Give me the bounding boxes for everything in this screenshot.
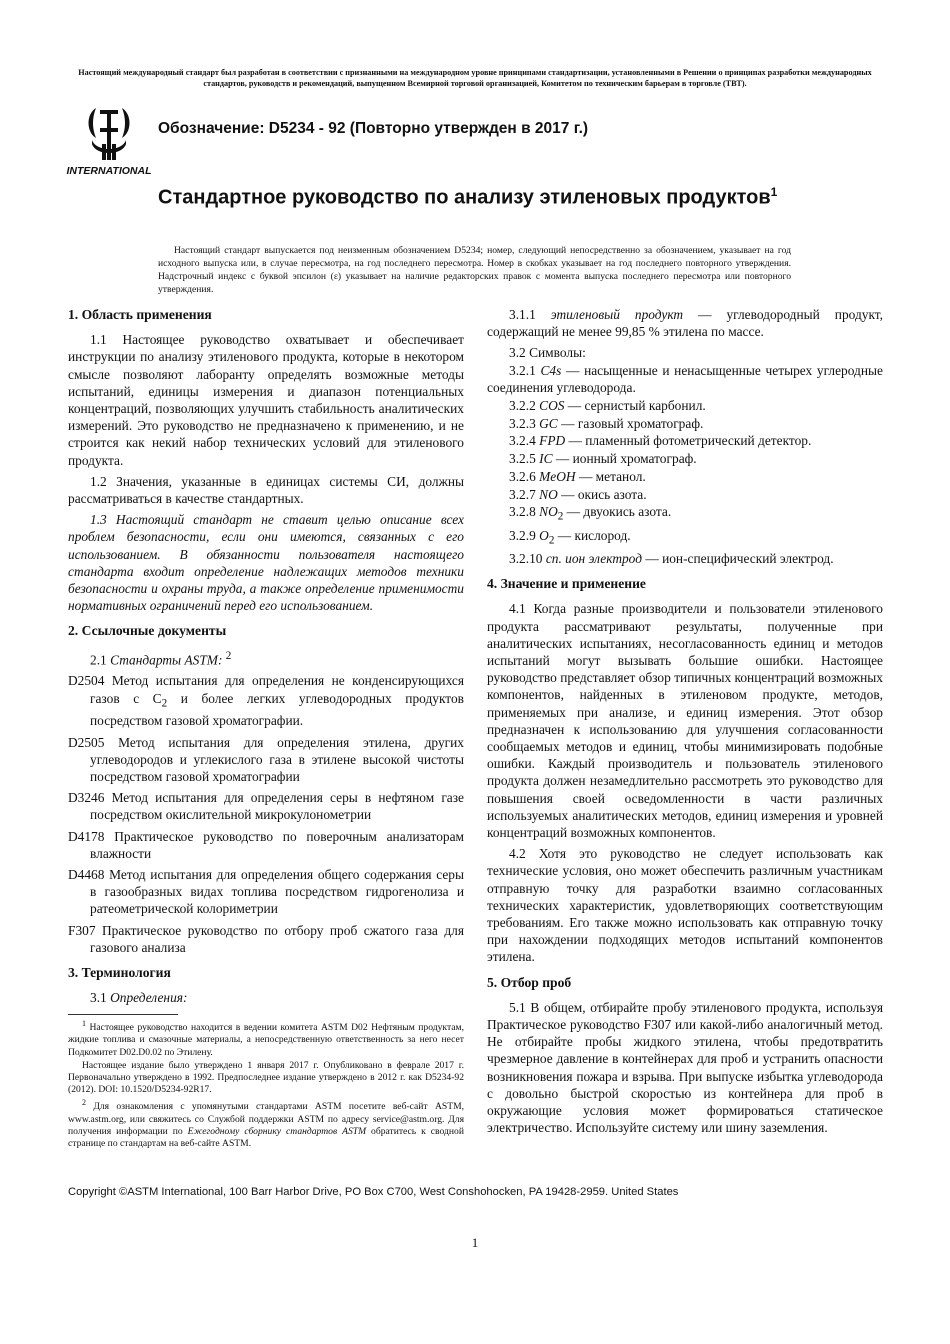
para-1-3: 1.3 Настоящий стандарт не ставит целью описание всех проблем безопасности, если они имеются, связанных с его использованием. В обязанности пользователя настоящего стандарта входит определение надлежащих методов техники безопасности и охраны труда, а также определение применимости нормативных ограничений перед его использованием.	[68, 512, 464, 614]
astm-logo	[66, 104, 152, 178]
section-5-heading: 5. Отбор проб	[487, 974, 572, 990]
section-1-heading: 1. Область применения	[68, 307, 212, 322]
symbol-list	[487, 362, 883, 567]
symbol-item: 3.2.9 $O_2$ — кислород.	[509, 527, 631, 547]
title-footnote-mark: 1	[770, 185, 778, 199]
symbol-item: 3.2.10 сп. ион электрод — ион-специфический электрод.	[509, 550, 834, 566]
section-3-heading: 3. Терминология	[68, 965, 171, 981]
symbol-item: 3.2.5 IC — ионный хроматограф.	[509, 451, 697, 467]
top-notice: Настоящий международный стандарт был разработан в соответствии с признанными на международном уровне принципами стандартизации, установленными в Решении о принципах разработки международных стандартов, руководств и рекомендаций, выпущенном Всемирной торговой организацией, Комитетом по техническим барьерам в торговле (ТВТ).	[78, 68, 872, 88]
footnote-1b: Настоящее издание было утверждено 1 января 2017 г. Опубликовано в феврале 2017 г. Первоначально утверждено в 1992. Предпоследнее издание утверждено в 2012 г. как D5234-92 (2012). DOI: 10.1520/D5234-92R17.	[68, 1059, 464, 1096]
para-3-1: 3.1 Определения:	[90, 990, 188, 1006]
para-4-1: 4.1 Когда разные производители и пользователи этиленового продукта рассматривают результаты, полученные при аналитических испытаниях, несогласованность единиц и методов испытаний могут вызывать большие ошибки. Настоящее руководство представляет обзор типичных концентраций возможных компонентов, найденных в этиленовом продукте, методов, применяемых при анализе, и единиц измерения. Этот обзор предназначен к использованию для улучшения согласованности сообщаемых методов и единиц, чтобы минимизировать подобные ошибки. Каждый производитель и пользователь этиленового продукта должен незамедлительно рассмотреть это руководство для повышения своей осведомленности в части различных используемых аналитических методов, единиц измерения и уровней концентраций возможных компонентов.	[487, 601, 883, 841]
footnotes	[68, 1018, 464, 1151]
page-number: 1	[471, 1235, 479, 1250]
reference-item: D2505 Метод испытания для определения этилена, других углеводородов и углекислого газа в этилене высокой чистоты посредством газовой хроматографии	[68, 734, 464, 785]
symbol-item: 3.2.7 NO — окись азота.	[509, 486, 647, 502]
reference-item: D3246 Метод испытания для определения серы в нефтяном газе посредством окислительной микрокулонометрии	[68, 790, 464, 823]
para-3-1-1: 3.1.1 этиленовый продукт — углеводородный продукт, содержащий не менее 99,85 % этилена по массе.	[487, 307, 883, 340]
para-1-2: 1.2 Значения, указанные в единицах системы СИ, должны рассматриваться в качестве стандартных.	[68, 473, 464, 507]
designation: Обозначение: D5234 - 92 (Повторно утвержден в 2017 г.)	[158, 120, 589, 137]
section-4-heading: 4. Значение и применение	[487, 576, 646, 592]
logo-caption: INTERNATIONAL	[66, 165, 152, 177]
symbol-item: 3.2.4 FPD — пламенный фотометрический детектор.	[509, 433, 812, 449]
para-5-1: 5.1 В общем, отбирайте пробу этиленового продукта, используя Практическое руководство F307 или какой-либо аналогичный метод. Не отбирайте пробы жидкого этилена, чтобы предотвратить чрезмерное давление в контейнерах для проб и устранить опасности возникновения пожара и взрыва. При выпуске избытка углеводорода с довольно быстрой скоростью из контейнера для проб в окружающие условия может формироваться статическое электричество. Используйте систему или шину заземления.	[487, 999, 883, 1136]
para-4-2: 4.2 Хотя это руководство не следует использовать как технические условия, оно может обеспечить различным участникам отправную точку для разработки взаимно согласованных технических характеристик, удовлетворяющих соответствующим требованиям. Его также можно использовать как отправную точку при нахождении подходящих методов испытаний компонентов этилена.	[487, 846, 883, 965]
reference-item: D4178 Практическое руководство по поверочным анализаторам влажности	[68, 828, 464, 861]
reference-item: D2504 Метод испытания для определения не конденсирующихся газов с $C_2$ и более легких углеводородных продуктов посредством газовой хроматографии.	[68, 673, 464, 729]
section-2-heading: 2. Ссылочные документы	[68, 623, 227, 639]
symbol-item: 3.2.6 MeOH — метанол.	[509, 468, 646, 484]
symbol-item: 3.2.2 COS — сернистый карбонил.	[509, 398, 706, 414]
preface: Настоящий стандарт выпускается под неизменным обозначением D5234; номер, следующий непосредственно за обозначением, указывает на год исходного выпуска или, в случае пересмотра, на год последнего пересмотра. Номер в скобках указывает на год последнего повторного утверждения. Надстрочный индекс с буквой эпсилон (ε) указывает на наличие редакторских правок с момента выпуска последнего пересмотра или повторного утверждения.	[158, 245, 791, 295]
document-title: Стандартное руководство по анализу этиленовых продуктов$^1$	[158, 185, 778, 209]
reference-item: F307 Практическое руководство по отбору проб сжатого газа для газового анализа	[68, 922, 464, 955]
symbol-item: 3.2.3 GC — газовый хроматограф.	[509, 415, 704, 431]
copyright: Copyright ©ASTM International, 100 Barr Harbor Drive, PO Box C700, West Conshohocken, PA 19428-2959. United States	[68, 1186, 679, 1198]
reference-list	[68, 672, 464, 956]
para-3-2: 3.2 Символы:	[509, 345, 586, 361]
reference-item: D4468 Метод испытания для определения общего содержания серы в газообразных видах топлива посредством гидрогенолиза и ратеометрической колориметрии	[68, 867, 464, 917]
footnote-rule	[68, 1014, 178, 1015]
symbol-item: 3.2.8 $NO_2$ — двуокись азота.	[509, 504, 672, 523]
footnote-2: $^2$ Для ознакомления с упомянутыми стандартами ASTM посетите веб-сайт ASTM, www.astm.org, или свяжитесь со Службой поддержки ASTM по адресу service@astm.org. Для получения информации по Ежегодному сборнику стандартов ASTM обратитесь к сводной странице по стандартам на веб-сайте ASTM.	[68, 1098, 464, 1150]
right-column	[487, 306, 883, 1140]
symbol-item: 3.2.1 C4s — насыщенные и ненасыщенные четырех углеродные соединения углеводорода.	[487, 363, 883, 396]
footnote-1: $^1$ Настоящее руководство находится в ведении комитета ASTM D02 Нефтяным продуктам, жидкие топлива и смазочные материалы, а непосредственную ответственность за него несет Подкомитет D02.D0.02 по Этилену.	[68, 1019, 464, 1058]
left-column	[68, 306, 464, 1021]
para-1-1: 1.1 Настоящее руководство охватывает и обеспечивает инструкции по анализу этиленового продукта, которые в некотором смысле позволяют лаборанту определять возможные методы испытаний, единицы измерения и диапазон потенциальных концентраций, позволяющих улучшить стабильность аналитических измерений. Это руководство не предназначено к применению, и не строится как некий набор технических условий для этиленового продукта.	[68, 332, 464, 468]
para-2-1: 2.1 Стандарты ASTM: $^2$	[90, 649, 232, 668]
